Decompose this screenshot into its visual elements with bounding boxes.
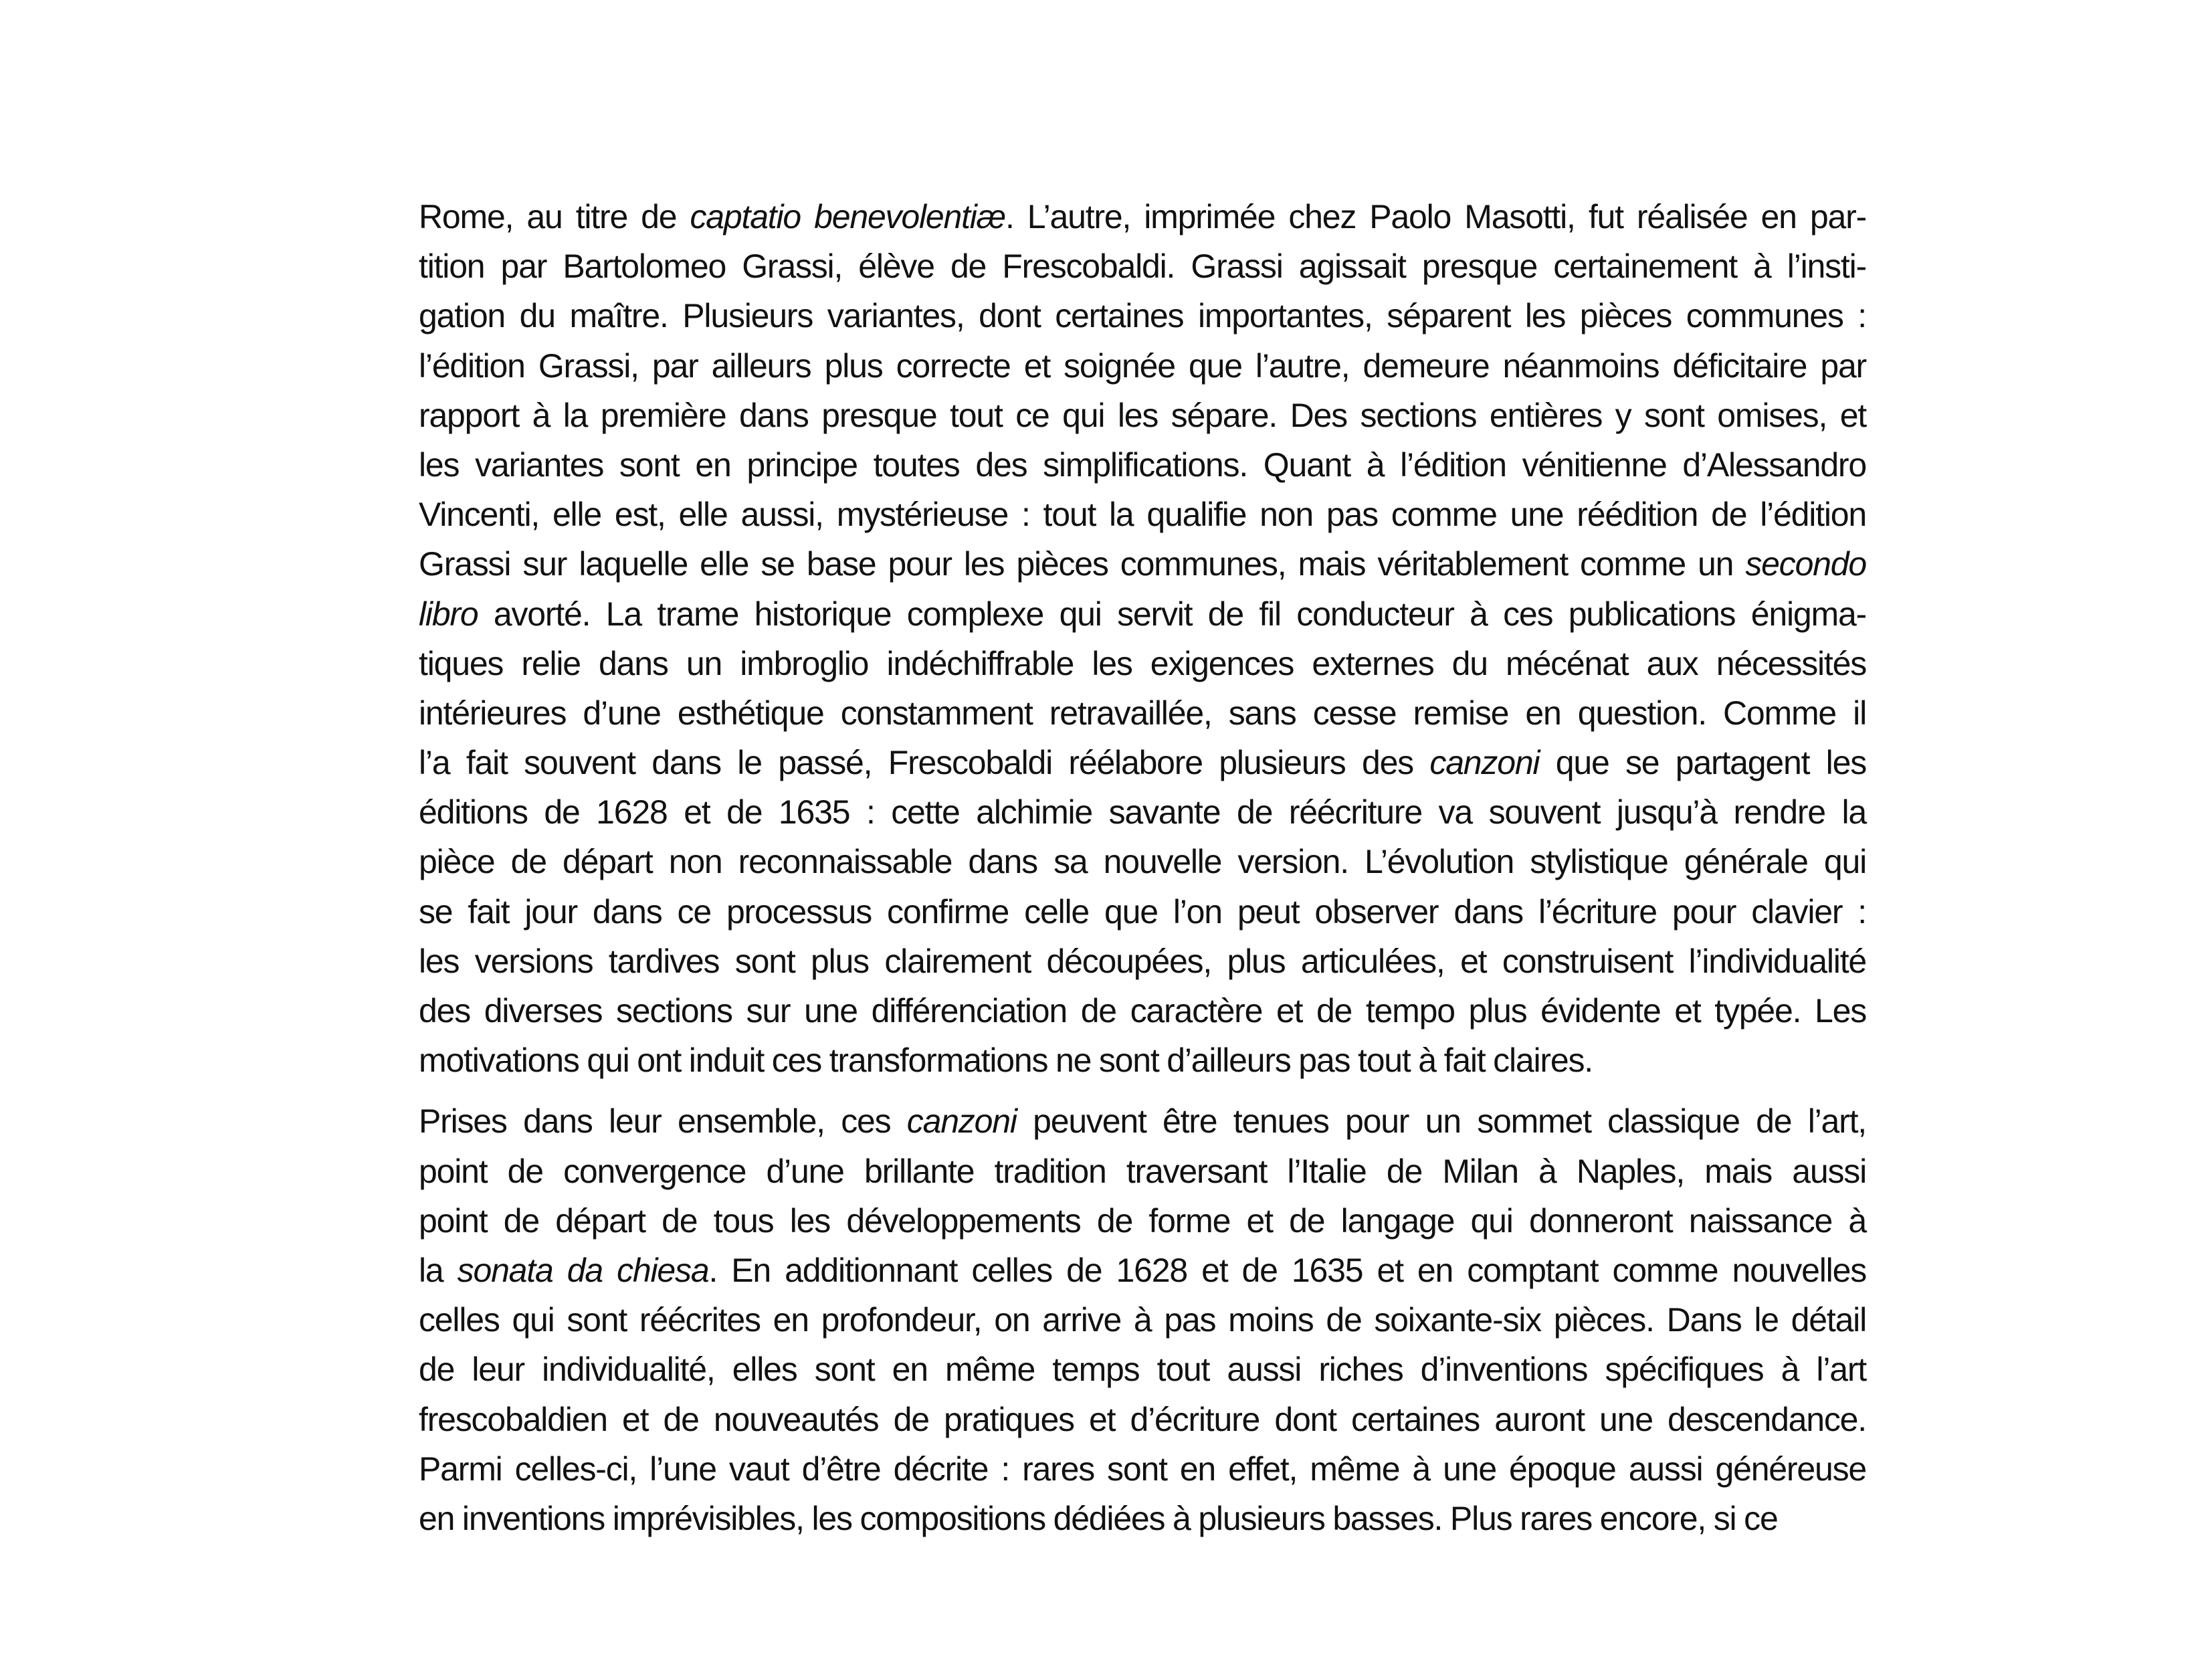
- text-line: [419, 986, 1866, 1036]
- text-run: l’édition Grassi, par ailleurs plus correcte et soignée que l’autre, demeure néanmoins déficitaire par: [419, 347, 1866, 385]
- text-line: [419, 241, 1866, 291]
- italic-term: canzoni: [906, 1102, 1017, 1141]
- text-line: [419, 1295, 1866, 1345]
- text-line: [419, 887, 1866, 937]
- text-line: [419, 738, 1866, 787]
- text-run: peuvent être tenues pour un sommet classique de l’art,: [1016, 1102, 1866, 1141]
- text-line: [419, 391, 1866, 440]
- text-line: [419, 1196, 1866, 1246]
- text-run: motivations qui ont induit ces transformations ne sont d’ailleurs pas tout à fait claires.: [419, 1042, 1593, 1080]
- text-line: [419, 1147, 1866, 1196]
- text-run: les versions tardives sont plus clairement découpées, plus articulées, et construisent l’individualité: [419, 942, 1866, 980]
- text-run: celles qui sont réécrites en profondeur, on arrive à pas moins de soixante-six pièces. Dans le détail: [419, 1301, 1866, 1339]
- text-run: tition par Bartolomeo Grassi, élève de Frescobaldi. Grassi agissait presque certainement à l’insti-: [419, 248, 1866, 286]
- text-run: en inventions imprévisibles, les compositions dédiées à plusieurs basses. Plus rares encore, si ce: [419, 1499, 1778, 1537]
- text-run: de leur individualité, elles sont en même temps tout aussi riches d’inventions spécifiques à l’art: [419, 1351, 1866, 1389]
- text-run: les variantes sont en principe toutes des simplifications. Quant à l’édition vénitienne d’Alessandro: [419, 446, 1866, 484]
- body-text: [419, 192, 1866, 1543]
- text-line: [419, 1036, 1866, 1085]
- text-line: [419, 539, 1866, 589]
- text-line: [419, 490, 1866, 539]
- italic-term: libro: [419, 595, 478, 633]
- text-run: éditions de 1628 et de 1635 : cette alchimie savante de réécriture va souvent jusqu’à rendre la: [419, 793, 1866, 832]
- text-line: [419, 440, 1866, 490]
- text-line: [419, 688, 1866, 738]
- text-line: [419, 341, 1866, 391]
- text-run: Vincenti, elle est, elle aussi, mystérieuse : tout la qualifie non pas comme une réédition de l’édition: [419, 496, 1866, 534]
- text-line: [419, 192, 1866, 241]
- text-line: [419, 589, 1866, 639]
- text-line: [419, 1246, 1866, 1295]
- text-run: se fait jour dans ce processus confirme celle que l’on peut observer dans l’écriture pour clavier :: [419, 892, 1866, 931]
- text-run: Grassi sur laquelle elle se base pour les pièces communes, mais véritablement comme un: [419, 545, 1746, 583]
- text-run: que se partagent les: [1539, 744, 1866, 782]
- text-run: des diverses sections sur une différenciation de caractère et de tempo plus évidente et typée. Les: [419, 992, 1866, 1030]
- text-line: [419, 837, 1866, 886]
- text-run: l’a fait souvent dans le passé, Frescobaldi réélabore plusieurs des: [419, 744, 1430, 782]
- text-line: [419, 937, 1866, 986]
- text-line: [419, 639, 1866, 688]
- text-line: [419, 1096, 1866, 1146]
- text-run: rapport à la première dans presque tout ce qui les sépare. Des sections entières y sont omises, et: [419, 396, 1866, 434]
- text-run: pièce de départ non reconnaissable dans sa nouvelle version. L’évolution stylistique générale qui: [419, 843, 1866, 881]
- text-run: la: [419, 1251, 458, 1289]
- italic-term: captatio benevolentiæ: [690, 198, 1005, 235]
- text-run: avorté. La trame historique complexe qui servit de fil conducteur à ces publications énigma-: [478, 595, 1866, 633]
- text-line: [419, 1494, 1866, 1543]
- text-run: . En additionnant celles de 1628 et de 1635 et en comptant comme nouvelles: [708, 1251, 1866, 1289]
- text-run: gation du maître. Plusieurs variantes, dont certaines importantes, séparent les pièces communes :: [419, 297, 1866, 335]
- text-line: [419, 787, 1866, 837]
- text-line: [419, 1444, 1866, 1494]
- italic-term: canzoni: [1429, 744, 1540, 782]
- italic-term: secondo: [1745, 545, 1866, 583]
- text-run: Parmi celles-ci, l’une vaut d’être décrite : rares sont en effet, même à une époque aussi généreuse: [419, 1450, 1866, 1488]
- text-line: [419, 291, 1866, 340]
- text-line: [419, 1345, 1866, 1394]
- text-run: point de départ de tous les développements de forme et de langage qui donneront naissance à: [419, 1201, 1866, 1240]
- text-run: tiques relie dans un imbroglio indéchiffrable les exigences externes du mécénat aux nécessités: [419, 644, 1866, 682]
- paragraph: [419, 192, 1866, 1085]
- text-run: point de convergence d’une brillante tradition traversant l’Italie de Milan à Naples, mais aussi: [419, 1152, 1866, 1190]
- text-run: Rome, au titre de: [419, 198, 690, 235]
- italic-term: sonata da chiesa: [457, 1251, 709, 1289]
- paragraph: [419, 1096, 1866, 1543]
- text-run: frescobaldien et de nouveautés de pratiques et d’écriture dont certaines auront une descendance.: [419, 1400, 1866, 1438]
- text-run: Prises dans leur ensemble, ces: [419, 1102, 907, 1141]
- text-line: [419, 1395, 1866, 1444]
- text-run: . L’autre, imprimée chez Paolo Masotti, fut réalisée en par-: [1005, 198, 1866, 235]
- text-run: intérieures d’une esthétique constamment retravaillée, sans cesse remise en question. Comme il: [419, 694, 1866, 732]
